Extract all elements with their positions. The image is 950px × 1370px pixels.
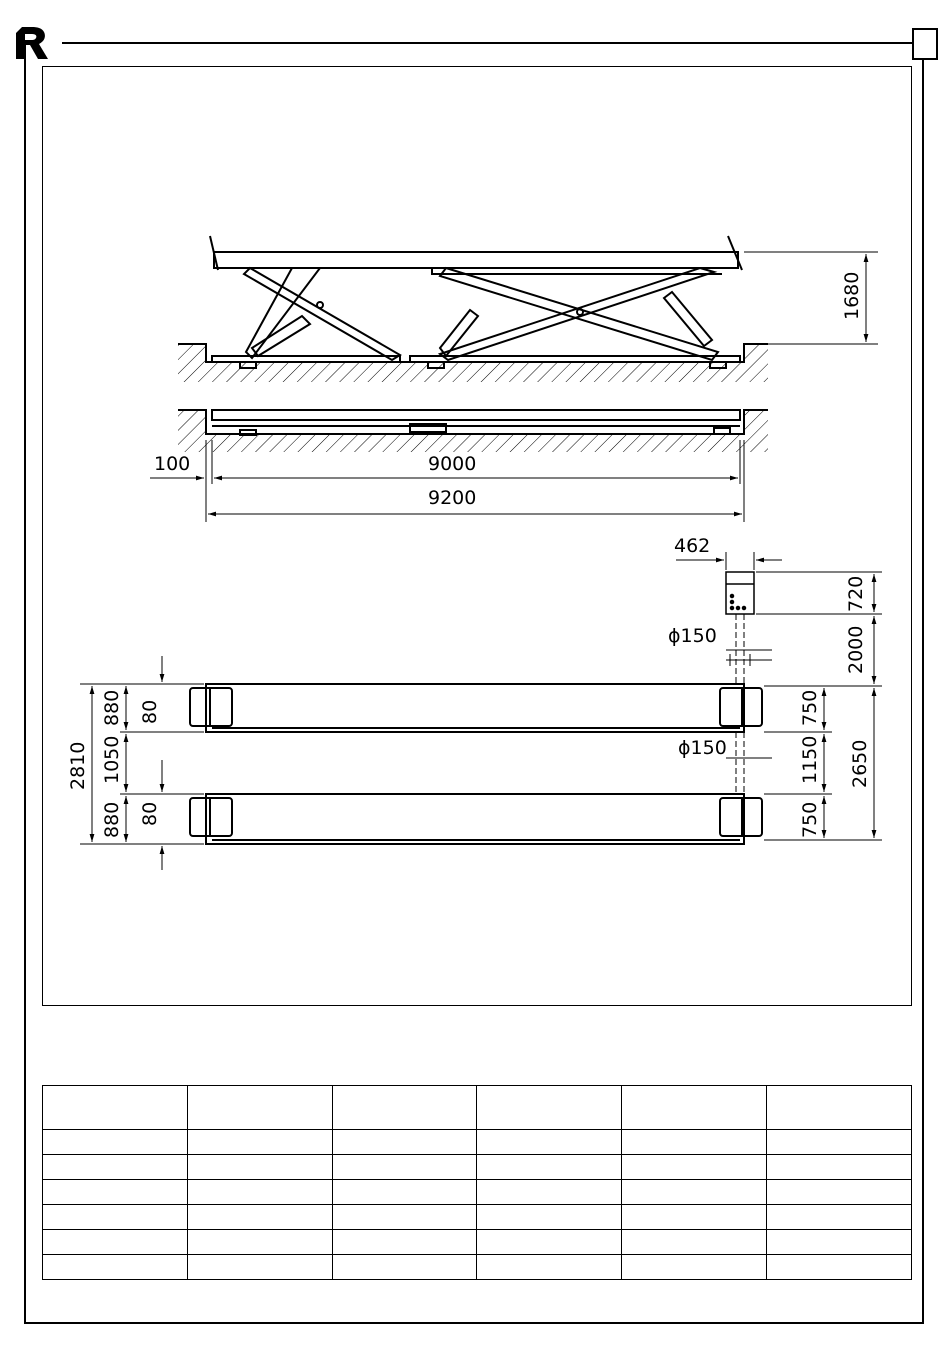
table-cell: [332, 1255, 477, 1280]
table-cell: [43, 1130, 188, 1155]
table-header-row: [43, 1086, 912, 1130]
table-cell: [622, 1086, 767, 1130]
table-cell: [187, 1130, 332, 1155]
table-cell: [187, 1255, 332, 1280]
table-cell: [622, 1155, 767, 1180]
table-cell: [477, 1205, 622, 1230]
label-platform-width-bottom: 880: [101, 801, 123, 838]
table-row: [43, 1230, 912, 1255]
label-unit-distance: 2000: [845, 625, 867, 674]
label-pipe-dia-lower: ϕ150: [678, 737, 727, 759]
table-cell: [622, 1255, 767, 1280]
table-cell: [767, 1255, 912, 1280]
label-unit-width: 462: [674, 535, 711, 557]
label-inset-bottom: 80: [139, 801, 161, 826]
plan-dimensions-left: [80, 656, 204, 870]
label-center-gap-left: 1050: [101, 735, 123, 784]
table-cell: [332, 1130, 477, 1155]
table-cell: [767, 1205, 912, 1230]
table-cell: [477, 1180, 622, 1205]
side-view-raised: [178, 236, 768, 382]
table-cell: [477, 1230, 622, 1255]
label-pipe-dia-upper: ϕ150: [668, 625, 717, 647]
table-cell: [187, 1180, 332, 1205]
table-cell: [43, 1180, 188, 1205]
table-cell: [332, 1230, 477, 1255]
table-cell: [187, 1205, 332, 1230]
label-pit-length: 9200: [428, 487, 477, 509]
table-cell: [43, 1205, 188, 1230]
side-view-lowered: [178, 410, 768, 452]
label-inset-top: 80: [139, 699, 161, 724]
label-right-platform-bottom: 750: [799, 801, 821, 838]
table-cell: [767, 1130, 912, 1155]
table-cell: [332, 1205, 477, 1230]
table-cell: [767, 1086, 912, 1130]
table-cell: [43, 1255, 188, 1280]
table-cell: [43, 1155, 188, 1180]
label-platform-length: 9000: [428, 453, 477, 475]
table-cell: [187, 1230, 332, 1255]
label-right-center-gap: 1150: [799, 735, 821, 784]
table-cell: [767, 1230, 912, 1255]
label-lift-height: 1680: [841, 271, 863, 320]
spec-table: [42, 1085, 912, 1280]
label-platform-width-top: 880: [101, 689, 123, 726]
label-right-total: 2650: [849, 739, 871, 788]
table-row: [43, 1180, 912, 1205]
table-row: [43, 1130, 912, 1155]
table-cell: [477, 1130, 622, 1155]
label-total-width-left: 2810: [67, 741, 89, 790]
table-cell: [767, 1155, 912, 1180]
table-cell: [187, 1155, 332, 1180]
table-cell: [43, 1086, 188, 1130]
table-cell: [767, 1180, 912, 1205]
table-cell: [477, 1155, 622, 1180]
table-cell: [622, 1205, 767, 1230]
table-cell: [622, 1230, 767, 1255]
table-cell: [332, 1180, 477, 1205]
table-row: [43, 1205, 912, 1230]
control-unit: [726, 572, 754, 614]
table-cell: [43, 1230, 188, 1255]
table-row: [43, 1255, 912, 1280]
table-row: [43, 1155, 912, 1180]
table-cell: [332, 1155, 477, 1180]
table-cell: [477, 1086, 622, 1130]
table-cell: [187, 1086, 332, 1130]
label-end-clearance: 100: [154, 453, 191, 475]
plan-pipe: [726, 732, 772, 794]
table-cell: [477, 1255, 622, 1280]
plan-view: [190, 684, 762, 844]
label-unit-height: 720: [845, 575, 867, 612]
table-cell: [622, 1130, 767, 1155]
label-right-platform-top: 750: [799, 689, 821, 726]
table-cell: [622, 1180, 767, 1205]
table-cell: [332, 1086, 477, 1130]
